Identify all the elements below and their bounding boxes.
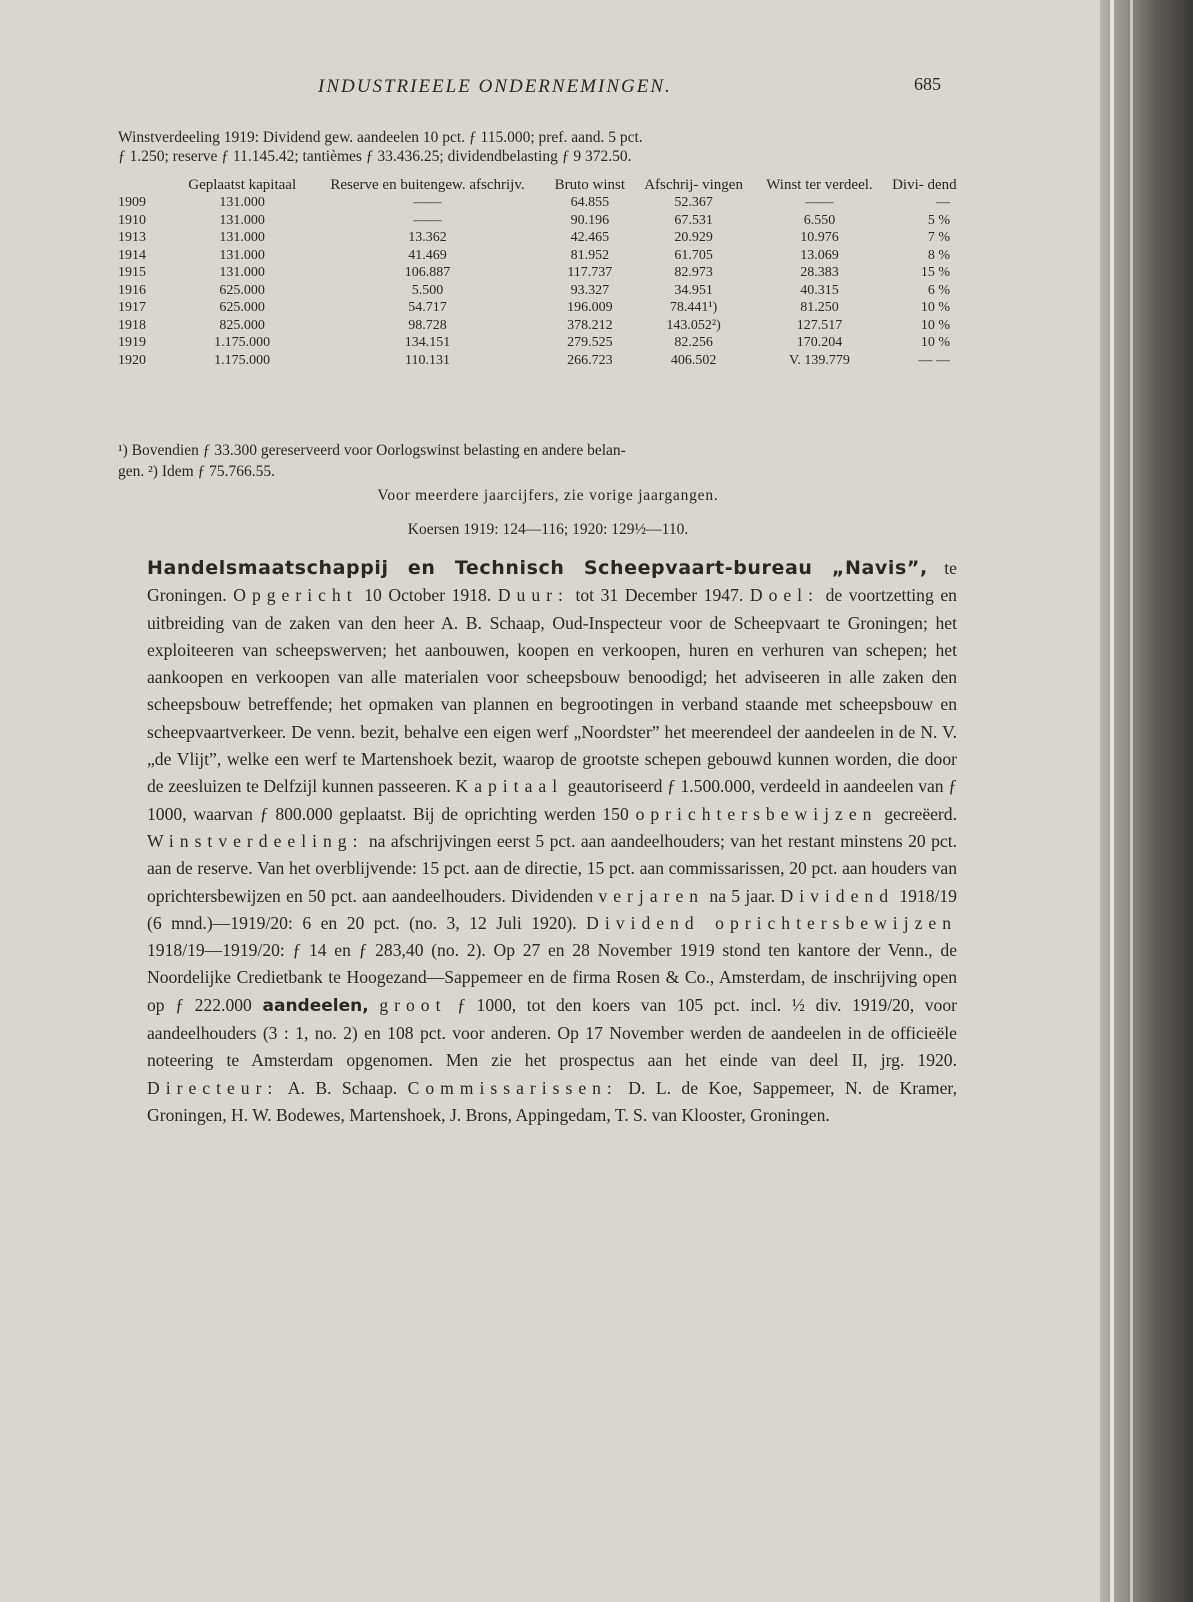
cell-winst: V. 139.779: [789, 352, 850, 368]
cell-year: 1915: [118, 265, 146, 280]
cell-bruto: 266.723: [567, 352, 613, 368]
cell-bruto: 279.525: [567, 335, 613, 350]
label-opgericht: Opgericht: [233, 585, 358, 606]
cell-winst: 81.250: [800, 300, 839, 315]
cell-bruto: 90.196: [570, 212, 610, 228]
entry-text: de voortzetting en uitbreiding van de zaken van den heer A. B. Schaap, Oud-Inspecteur voor de Scheepvaart te Groningen; het exploiteeren van scheepswerven; het aanbouwen, koopen en verkoopen, huren en verhuren van schepen; het aankoopen en verkoopen van alle materialen voor scheepsbouw benoodigd; het adviseeren in alle zaken den scheepsbouw betreffende; het opmaken van plannen en begrootingen in verband staande met scheepsbouw en scheepvaartverkeer. De venn. bezit, behalve een eigen werf „Noordster” het meerendeel der aandeelen in de N. V. „de Vlijt”, welke een werf te Martenshoek bezit, waarop de grootste schepen gebouwd kunnen worden, die door de zeesluizen te Delfzijl kunnen passeeren.: [147, 585, 957, 797]
cell-kapitaal: 131.000: [219, 265, 265, 280]
table-header-row: [118, 176, 964, 194]
profit-distribution-summary: [118, 128, 978, 166]
cell-year: 1919: [118, 335, 146, 350]
table-row: [118, 299, 964, 317]
cell-reserve: 54.717: [408, 300, 447, 315]
entry-text: geautoriseerd ƒ 1.500.000, verdeeld in aandeelen van ƒ 1000, waarvan ƒ 800.000 geplaatst. Bij de oprichting werden 150: [147, 776, 957, 824]
cell-year: 1917: [118, 300, 146, 315]
cell-afschrijvingen: 34.951: [674, 282, 713, 298]
cell-bruto: 93.327: [570, 282, 610, 298]
cell-winst: 40.315: [800, 282, 839, 298]
cell-afschrijvingen: 52.367: [674, 195, 713, 210]
cell-dividend: 10 %: [920, 300, 950, 315]
label-commissarissen: Commissarissen:: [407, 1077, 618, 1098]
cell-dividend: — —: [918, 352, 950, 368]
label-aandeelen: aandeelen,: [262, 995, 369, 1016]
cell-kapitaal: 1.175.000: [214, 335, 271, 350]
entry-text: na afschrijvingen eerst 5 pct. aan aandeelhouders; van het restant minstens 20 pct. aan de reserve. Van het overblijvende: 15 pct. aan de directie, 15 pct. aan commissarissen, 20 pct. aan houders van oprichtersbewijzen en 50 pct. aan aandeelhouders. Dividenden: [147, 830, 957, 906]
cell-reserve: 106.887: [404, 265, 451, 280]
cell-reserve: 98.728: [408, 317, 447, 333]
cell-bruto: 81.952: [570, 247, 610, 263]
cell-reserve: 5.500: [411, 282, 444, 298]
table-row: [118, 247, 964, 265]
koersen-note: Koersen 1919: 124—116; 1920: 129½—110.: [407, 521, 689, 538]
summary-line: Winstverdeeling 1919: Dividend gew. aandeelen 10 pct. ƒ 115.000; pref. aand. 5 pct.: [118, 129, 643, 146]
cell-year: 1913: [118, 230, 146, 245]
cell-winst: ——: [805, 195, 834, 210]
cell-year: 1910: [118, 212, 146, 228]
entry-paragraph: [147, 555, 957, 1129]
label-kapitaal: Kapitaal: [455, 776, 564, 797]
label-groot: groot: [379, 994, 447, 1015]
label-oprichtersbewijzen: oprichtersbewijzen: [635, 803, 878, 824]
label-doel: Doel:: [749, 585, 819, 606]
label-directeur: Directeur:: [147, 1077, 279, 1098]
cell-winst: 28.383: [800, 265, 839, 280]
cell-dividend: 10 %: [920, 335, 950, 350]
table-row: [118, 334, 964, 352]
table-row: [118, 264, 964, 282]
cell-afschrijvingen: 67.531: [674, 212, 713, 228]
header-winst: Winst ter verdeel.: [766, 177, 873, 193]
cell-year: 1920: [118, 352, 146, 368]
cell-afschrijvingen: 61.705: [674, 247, 713, 263]
footnote-line: gen. ²) Idem ƒ 75.766.55.: [118, 463, 276, 480]
cell-dividend: 6 %: [927, 282, 950, 298]
cell-kapitaal: 131.000: [219, 195, 265, 210]
company-name: Handelsmaatschappij en Technisch Scheepvaart-bureau „Navis”,: [147, 557, 928, 579]
header-dividend: Divi- dend: [892, 177, 957, 193]
cell-reserve: 13.362: [408, 230, 447, 245]
cell-dividend: —: [936, 195, 950, 210]
entry-text: 1918/19—1919/20: ƒ 14 en ƒ 283,40 (no. 2). Op 27 en 28 November 1919 stond ten kantore der Venn., de Noordelijke Credietbank te Hoogezand—Sappemeer en de firma Rosen & Co., Amsterdam, de inschrijving open op ƒ 222.000: [147, 940, 957, 1015]
cell-kapitaal: 131.000: [219, 230, 265, 245]
cell-winst: 127.517: [796, 317, 843, 333]
header-reserve: Reserve en buitengew. afschrijv.: [330, 177, 525, 193]
entry-text: gecreëerd.: [884, 803, 957, 824]
entry-text: D. L. de Koe, Sappemeer, N. de Kramer, Groningen, H. W. Bodewes, Martenshoek, J. Brons, Appingedam, T. S. van Klooster, Groningen.: [147, 1077, 957, 1125]
cell-dividend: 5 %: [927, 212, 950, 228]
summary-line: ƒ 1.250; reserve ƒ 11.145.42; tantièmes ƒ 33.436.25; dividendbelasting ƒ 9 372.50.: [118, 148, 632, 165]
cell-bruto: 42.465: [570, 230, 610, 245]
cell-winst: 6.550: [803, 212, 836, 228]
footnote-line: ¹) Bovendien ƒ 33.300 gereserveerd voor Oorlogswinst belasting en andere belan-: [118, 442, 626, 459]
cell-year: 1916: [118, 282, 146, 298]
header-afschrijvingen: Afschrij- vingen: [644, 177, 743, 193]
cell-year: 1914: [118, 247, 146, 263]
cell-kapitaal: 625.000: [219, 282, 265, 298]
cell-afschrijvingen: 143.052²): [666, 317, 721, 333]
cell-winst: 10.976: [800, 230, 839, 245]
table-row: [118, 212, 964, 230]
entry-text: tot 31 December 1947.: [575, 585, 744, 606]
page-number: 685: [914, 74, 941, 94]
table-row: [118, 194, 964, 212]
label-dividend: Dividend: [780, 885, 894, 906]
cell-afschrijvingen: 20.929: [674, 230, 713, 245]
cell-afschrijvingen: 406.502: [670, 352, 717, 368]
entry-text: ƒ 1000, tot den koers van 105 pct. incl. ½ div. 1919/20, voor aandeelhouders (3 : 1, no. 2) en 108 pct. voor anderen. Op 17 November werden de aandeelen in de officieële noteering te Amsterdam opgenomen. Men zie het prospectus aan het einde van deel II, jrg. 1920.: [147, 994, 957, 1071]
cell-year: 1909: [118, 195, 146, 210]
cell-winst: 170.204: [796, 335, 843, 350]
header-year: [118, 176, 176, 194]
cell-kapitaal: 131.000: [219, 247, 265, 263]
cell-dividend: 8 %: [927, 247, 950, 263]
entry-text: te Groningen.: [147, 558, 957, 606]
cell-reserve: 134.151: [404, 335, 451, 350]
book-spine-edge: [1100, 0, 1193, 1602]
cell-year: 1918: [118, 317, 146, 333]
cell-bruto: 196.009: [567, 300, 613, 315]
company-entry: [147, 555, 957, 1129]
label-dividend-oprichtersbewijzen: Dividend oprichtersbewijzen: [586, 912, 957, 933]
header-bruto: Bruto winst: [554, 177, 626, 193]
label-duur: Duur:: [497, 585, 569, 606]
entry-text: na 5 jaar.: [709, 885, 776, 906]
running-title: INDUSTRIEELE ONDERNEMINGEN.: [318, 76, 672, 97]
cell-dividend: 15 %: [920, 265, 950, 280]
table-row: [118, 229, 964, 247]
cell-winst: 13.069: [800, 247, 839, 263]
header-kapitaal: Geplaatst kapitaal: [188, 177, 297, 193]
cell-reserve: 110.131: [404, 352, 450, 368]
cell-bruto: 117.737: [567, 265, 613, 280]
entry-text: 1918/19 (6 mnd.)—1919/20: 6 en 20 pct. (no. 3, 12 Juli 1920).: [147, 885, 957, 933]
table-row: [118, 282, 964, 300]
cell-afschrijvingen: 78.441¹): [669, 300, 718, 315]
cell-reserve: 41.469: [408, 247, 447, 263]
cell-reserve: ——: [413, 195, 442, 210]
table-row: [118, 317, 964, 335]
cell-afschrijvingen: 82.256: [674, 335, 713, 350]
cell-bruto: 378.212: [567, 317, 613, 333]
table-row: [118, 352, 964, 370]
entry-text: 10 October 1918.: [364, 585, 492, 606]
cell-bruto: 64.855: [570, 195, 610, 210]
cell-dividend: 10 %: [920, 317, 950, 333]
cell-afschrijvingen: 82.973: [674, 265, 713, 280]
cell-dividend: 7 %: [927, 230, 950, 245]
label-verjaren: verjaren: [598, 885, 705, 906]
label-winstverdeeling: Winstverdeeling:: [147, 830, 364, 851]
cell-kapitaal: 1.175.000: [214, 352, 271, 368]
cell-kapitaal: 825.000: [219, 317, 265, 333]
cell-kapitaal: 131.000: [219, 212, 265, 228]
entry-text: A. B. Schaap.: [287, 1077, 398, 1098]
cell-kapitaal: 625.000: [219, 300, 265, 315]
table-footnotes: [118, 440, 978, 482]
see-previous-note: Voor meerdere jaarcijfers, zie vorige jaargangen.: [377, 487, 719, 504]
cell-reserve: ——: [413, 212, 442, 228]
financial-table: [118, 176, 964, 369]
